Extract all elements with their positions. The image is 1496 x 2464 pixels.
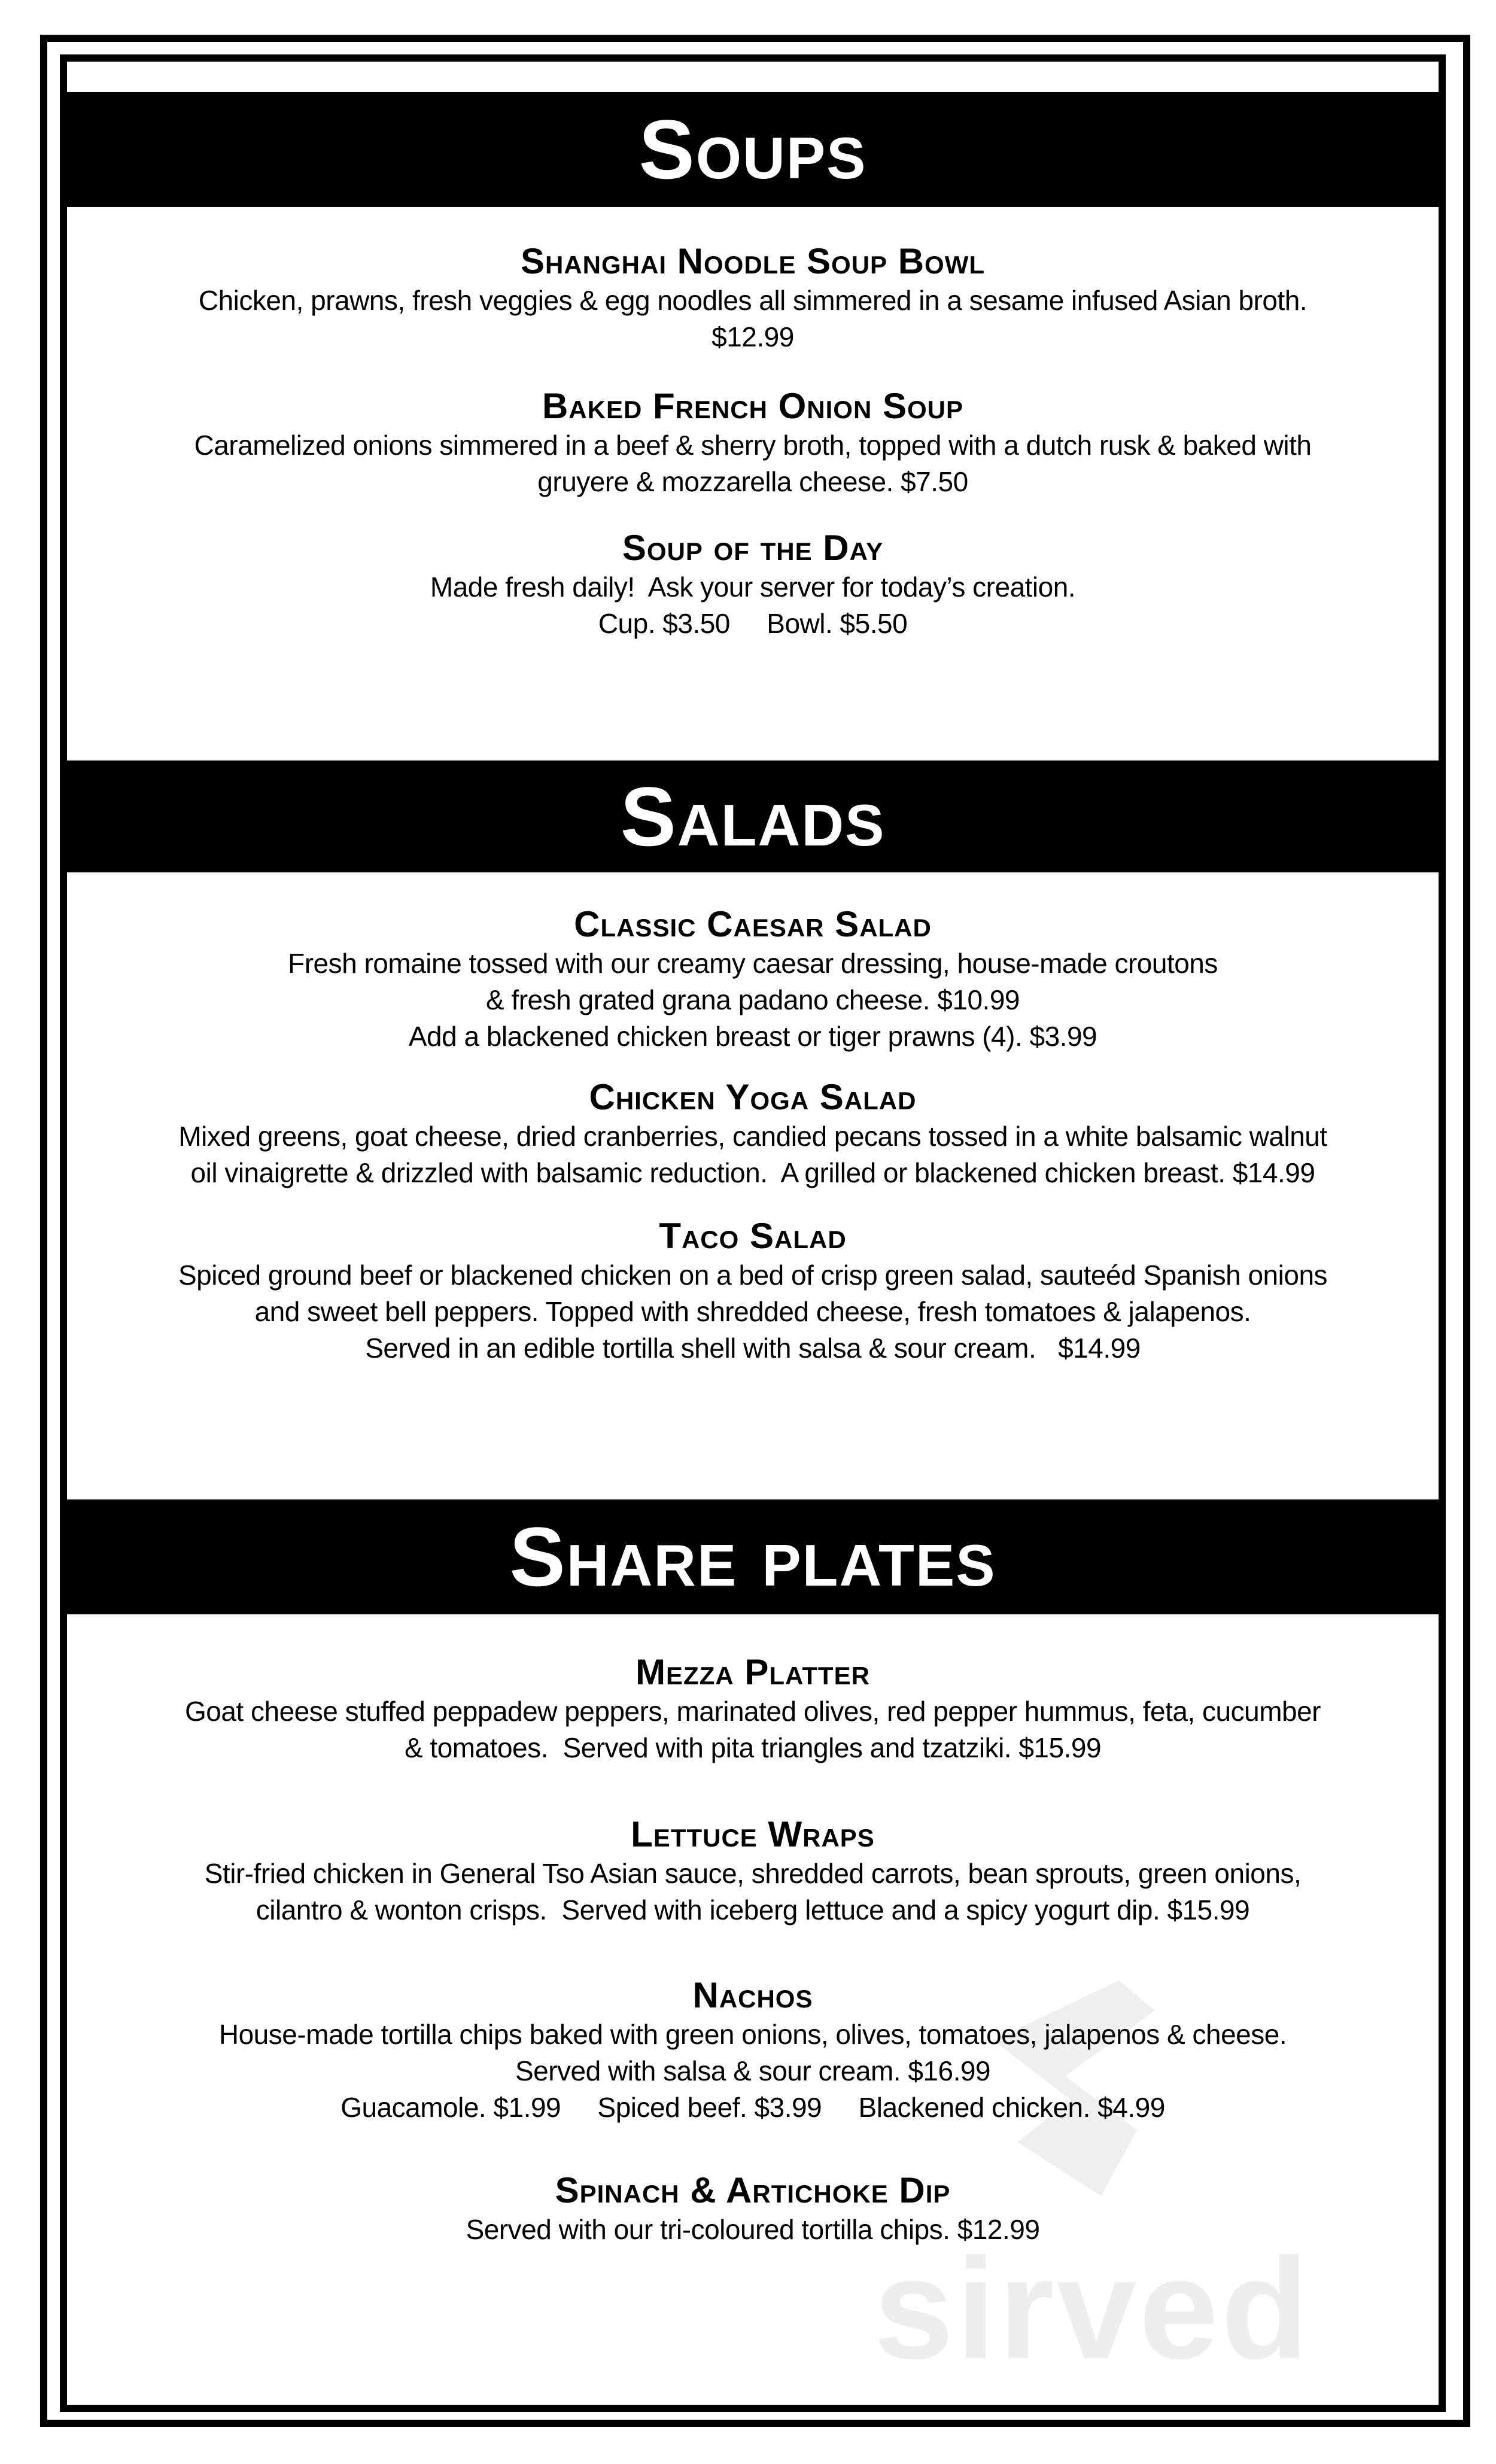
menu-item: [67, 2170, 1439, 2248]
menu-item-name: Mezza Platter: [636, 1652, 870, 1692]
menu-item-name: Taco Salad: [659, 1216, 847, 1256]
menu-item-name: Classic Caesar Salad: [574, 904, 932, 944]
section-header-1: Salads: [67, 761, 1439, 872]
menu-item-description: & tomatoes. Served with pita triangles and tzatziki. $15.99: [404, 1732, 1102, 1763]
menu-item-name: Lettuce Wraps: [631, 1814, 875, 1854]
menu-item-name: Nachos: [692, 1975, 813, 2015]
menu-item-description: Spiced ground beef or blackened chicken on a bed of crisp green salad, sauteéd Spanish onions: [178, 1260, 1328, 1291]
menu-item-description: oil vinaigrette & drizzled with balsamic reduction. A grilled or blackened chicken breast. $14.99: [190, 1157, 1315, 1188]
menu-item-name: Spinach & Artichoke Dip: [555, 2170, 951, 2210]
menu-item-description: Goat cheese stuffed peppadew peppers, marinated olives, red pepper hummus, feta, cucumber: [184, 1696, 1321, 1727]
menu-item-description: Made fresh daily! Ask your server for today’s creation.: [430, 571, 1076, 603]
menu-item-name: Shanghai Noodle Soup Bowl: [520, 241, 986, 281]
menu-item-description: & fresh grated grana padano cheese. $10.99: [485, 984, 1020, 1015]
menu-item: [67, 1076, 1439, 1191]
menu-item-description: Guacamole. $1.99 Spiced beef. $3.99 Blackened chicken. $4.99: [340, 2092, 1165, 2123]
menu-item-description: gruyere & mozzarella cheese. $7.50: [537, 466, 968, 497]
menu-item: [67, 241, 1439, 355]
menu-item-description: $12.99: [711, 321, 794, 352]
menu-item-description: Mixed greens, goat cheese, dried cranberries, candied pecans tossed in a white balsamic walnut: [178, 1121, 1327, 1152]
menu-item: [67, 385, 1439, 500]
menu-item-name: Baked French Onion Soup: [542, 386, 964, 426]
menu-item: [67, 1814, 1439, 1928]
menu-item: [67, 1215, 1439, 1367]
menu-item-description: and sweet bell peppers. Topped with shredded cheese, fresh tomatoes & jalapenos.: [254, 1296, 1251, 1327]
menu-item-description: cilantro & wonton crisps. Served with iceberg lettuce and a spicy yogurt dip. $15.99: [256, 1894, 1250, 1925]
menu-item: [67, 904, 1439, 1055]
menu-item: [67, 527, 1439, 642]
menu-item-name: Chicken Yoga Salad: [589, 1077, 917, 1117]
watermark-logo: sirved: [874, 2228, 1312, 2389]
menu-item-description: Served with our tri-coloured tortilla chips. $12.99: [466, 2214, 1040, 2245]
menu-item-description: Served in an edible tortilla shell with salsa & sour cream. $14.99: [365, 1333, 1141, 1364]
menu-item-description: Add a blackened chicken breast or tiger prawns (4). $3.99: [408, 1021, 1097, 1052]
menu-item-description: Served with salsa & sour cream. $16.99: [515, 2055, 991, 2086]
menu-item-description: Fresh romaine tossed with our creamy caesar dressing, house-made croutons: [288, 948, 1218, 979]
section-header-2: Share plates: [67, 1499, 1439, 1614]
menu-item-name: Soup of the Day: [622, 528, 884, 568]
menu-item-description: Caramelized onions simmered in a beef & sherry broth, topped with a dutch rusk & baked with: [194, 430, 1312, 461]
menu-item-description: House-made tortilla chips baked with green onions, olives, tomatoes, jalapenos & cheese.: [218, 2019, 1287, 2050]
menu-item-description: Chicken, prawns, fresh veggies & egg noodles all simmered in a sesame infused Asian broth.: [198, 285, 1308, 316]
menu-item-description: Stir-fried chicken in General Tso Asian sauce, shredded carrots, bean sprouts, green onions,: [204, 1858, 1302, 1889]
section-header-0: Soups: [67, 92, 1439, 207]
menu-item: [67, 1651, 1439, 1766]
menu-item-description: Cup. $3.50 Bowl. $5.50: [598, 608, 908, 639]
menu-item: [67, 1975, 1439, 2126]
